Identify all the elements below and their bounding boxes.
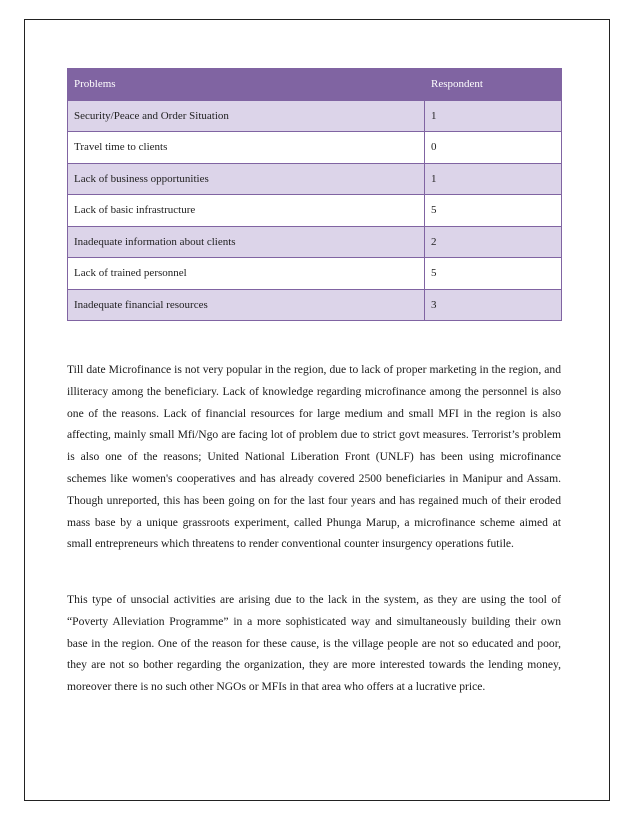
table-row xyxy=(68,226,562,258)
table-header-row xyxy=(68,69,562,101)
body-paragraph-microfinance: Till date Microfinance is not very popular in the region, due to lack of proper marketing in the region, and illiteracy among the beneficiary. Lack of knowledge regarding microfinance among the personnel is also one of the reasons. Lack of financial resources for large medium and small MFI in the region is also affecting, mainly small Mfi/Ngo are facing lot of problem due to strict govt measures. Terrorist’s problem is also one of the reasons; United National Liberation Front (UNLF) has been using microfinance schemes like women's cooperatives and has already covered 2500 beneficiaries in Manipur and Assam. Though unreported, this has been going on for the last four years and has regained much of their eroded mass base by a unique grassroots experiment, called Phunga Marup, a microfinance scheme aimed at small entrepreneurs which threatens to render conventional counter insurgency operations futile. xyxy=(67,363,561,551)
respondent-cell: 1 xyxy=(425,163,562,195)
problem-cell: Travel time to clients xyxy=(68,132,425,164)
table-row xyxy=(68,100,562,132)
respondent-cell: 5 xyxy=(425,195,562,227)
problem-cell: Inadequate financial resources xyxy=(68,289,425,321)
respondent-cell: 0 xyxy=(425,132,562,164)
problem-cell: Security/Peace and Order Situation xyxy=(68,100,425,132)
table-row xyxy=(68,289,562,321)
problems-table xyxy=(67,68,562,321)
respondent-cell: 2 xyxy=(425,226,562,258)
problem-cell: Lack of basic infrastructure xyxy=(68,195,425,227)
respondent-cell: 1 xyxy=(425,100,562,132)
table-row xyxy=(68,195,562,227)
problem-cell: Lack of business opportunities xyxy=(68,163,425,195)
problem-cell: Inadequate information about clients xyxy=(68,226,425,258)
body-paragraph-unsocial-activities: This type of unsocial activities are arising due to the lack in the system, as they are using the tool of “Poverty Alleviation Programme” in a more sophisticated way and simultaneously building their own base in the region. One of the reason for these cause, is the village people are not so educated and poor, they are not so bother regarding the organization, they are more interested towards the lending money, moreover there is no such other NGOs or MFIs in that area who offers at a lucrative price. xyxy=(67,593,561,694)
respondent-cell: 3 xyxy=(425,289,562,321)
problem-cell: Lack of trained personnel xyxy=(68,258,425,290)
header-respondent: Respondent xyxy=(425,69,562,101)
table-row xyxy=(68,163,562,195)
header-problems: Problems xyxy=(68,69,425,101)
table-row xyxy=(68,258,562,290)
table-row xyxy=(68,132,562,164)
respondent-cell: 5 xyxy=(425,258,562,290)
